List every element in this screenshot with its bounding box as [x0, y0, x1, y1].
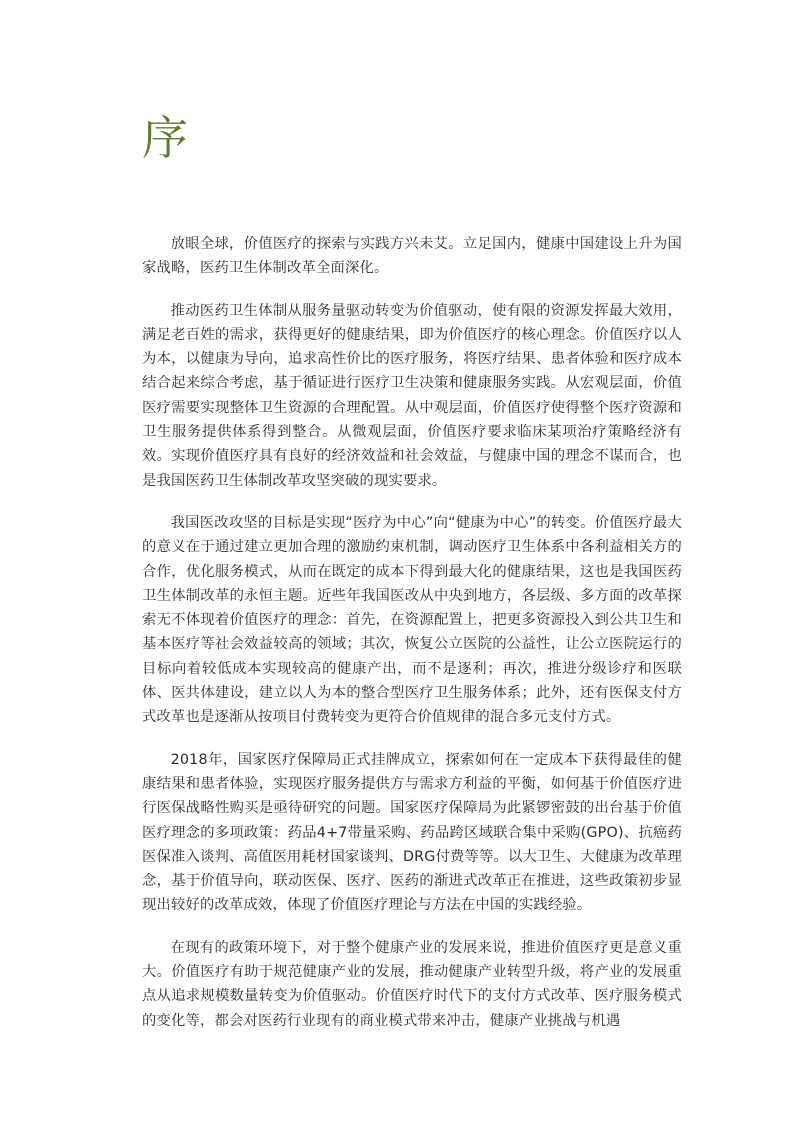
paragraph: 在现有的政策环境下，对于整个健康产业的发展来说，推进价值医疗更是意义重大。价值医疗有助于规范健康产业的发展，推动健康产业转型升级，将产业的发展重点从追求规模数量转变为价值驱动。价值医疗时代下的支付方式改革、医疗服务模式的变化等，都会对医药行业现有的商业模式带来冲击，健康产业挑战与机遇 — [142, 939, 682, 1029]
paragraph: 推动医药卫生体制从服务量驱动转变为价值驱动，使有限的资源发挥最大效用，满足老百姓的需求，获得更好的健康结果，即为价值医疗的核心理念。价值医疗以人为本，以健康为导向，追求高性价比的医疗服务，将医疗结果、患者体验和医疗成本结合起来综合考虑，基于循证进行医疗卫生决策和健康服务实践。从宏观层面，价值医疗需要实现整体卫生资源的合理配置。从中观层面，价值医疗使得整个医疗资源和卫生服务提供体系得到整合。从微观层面，价值医疗要求临床某项治疗策略经济有效。实现价值医疗具有良好的经济效益和社会效益，与健康中国的理念不谋而合，也是我国医药卫生体制改革攻坚突破的现实要求。 — [142, 302, 682, 489]
paragraph: 2018年，国家医疗保障局正式挂牌成立，探索如何在一定成本下获得最佳的健康结果和患者体验，实现医疗服务提供方与需求方利益的平衡，如何基于价值医疗进行医保战略性购买是亟待研究的问题。国家医疗保障局为此紧锣密鼓的出台基于价值医疗理念的多项政策：药品4+7带量采购、药品跨区域联合集中采购(GPO)、抗癌药医保准入谈判、高值医用耗材国家谈判、DRG付费等等。以大卫生、大健康为改革理念，基于价值导向，联动医保、医疗、医药的渐进式改革正在推进，这些政策初步显现出较好的改革成效，体现了价值医疗理论与方法在中国的实践经验。 — [142, 751, 683, 914]
paragraph: 我国医改攻坚的目标是实现“医疗为中心”向“健康为中心”的转变。价值医疗最大的意义在于通过建立更加合理的激励约束机制，调动医疗卫生体系中各利益相关方的合作，优化服务模式，从而在既定的成本下得到最大化的健康结果，这也是我国医药卫生体制改革的永恒主题。近些年我国医改从中央到地方，各层级、多方面的改革探索无不体现着价值医疗的理念：首先，在资源配置上，把更多资源投入到公共卫生和基本医疗等社会效益较高的领域；其次，恢复公立医院的公益性，让公立医院运行的目标向着较低成本实现较高的健康产出，而不是逐利；再次，推进分级诊疗和医联体、医共体建设，建立以人为本的整合型医疗卫生服务体系；此外，还有医保支付方式改革也是逐渐从按项目付费转变为更符合价值规律的混合多元支付方式。 — [142, 514, 682, 726]
chapter-heading: 序 — [142, 111, 188, 165]
body-text — [142, 232, 682, 1051]
paragraph: 放眼全球，价值医疗的探索与实践方兴未艾。立足国内，健康中国建设上升为国家战略，医药卫生体制改革全面深化。 — [142, 236, 682, 277]
